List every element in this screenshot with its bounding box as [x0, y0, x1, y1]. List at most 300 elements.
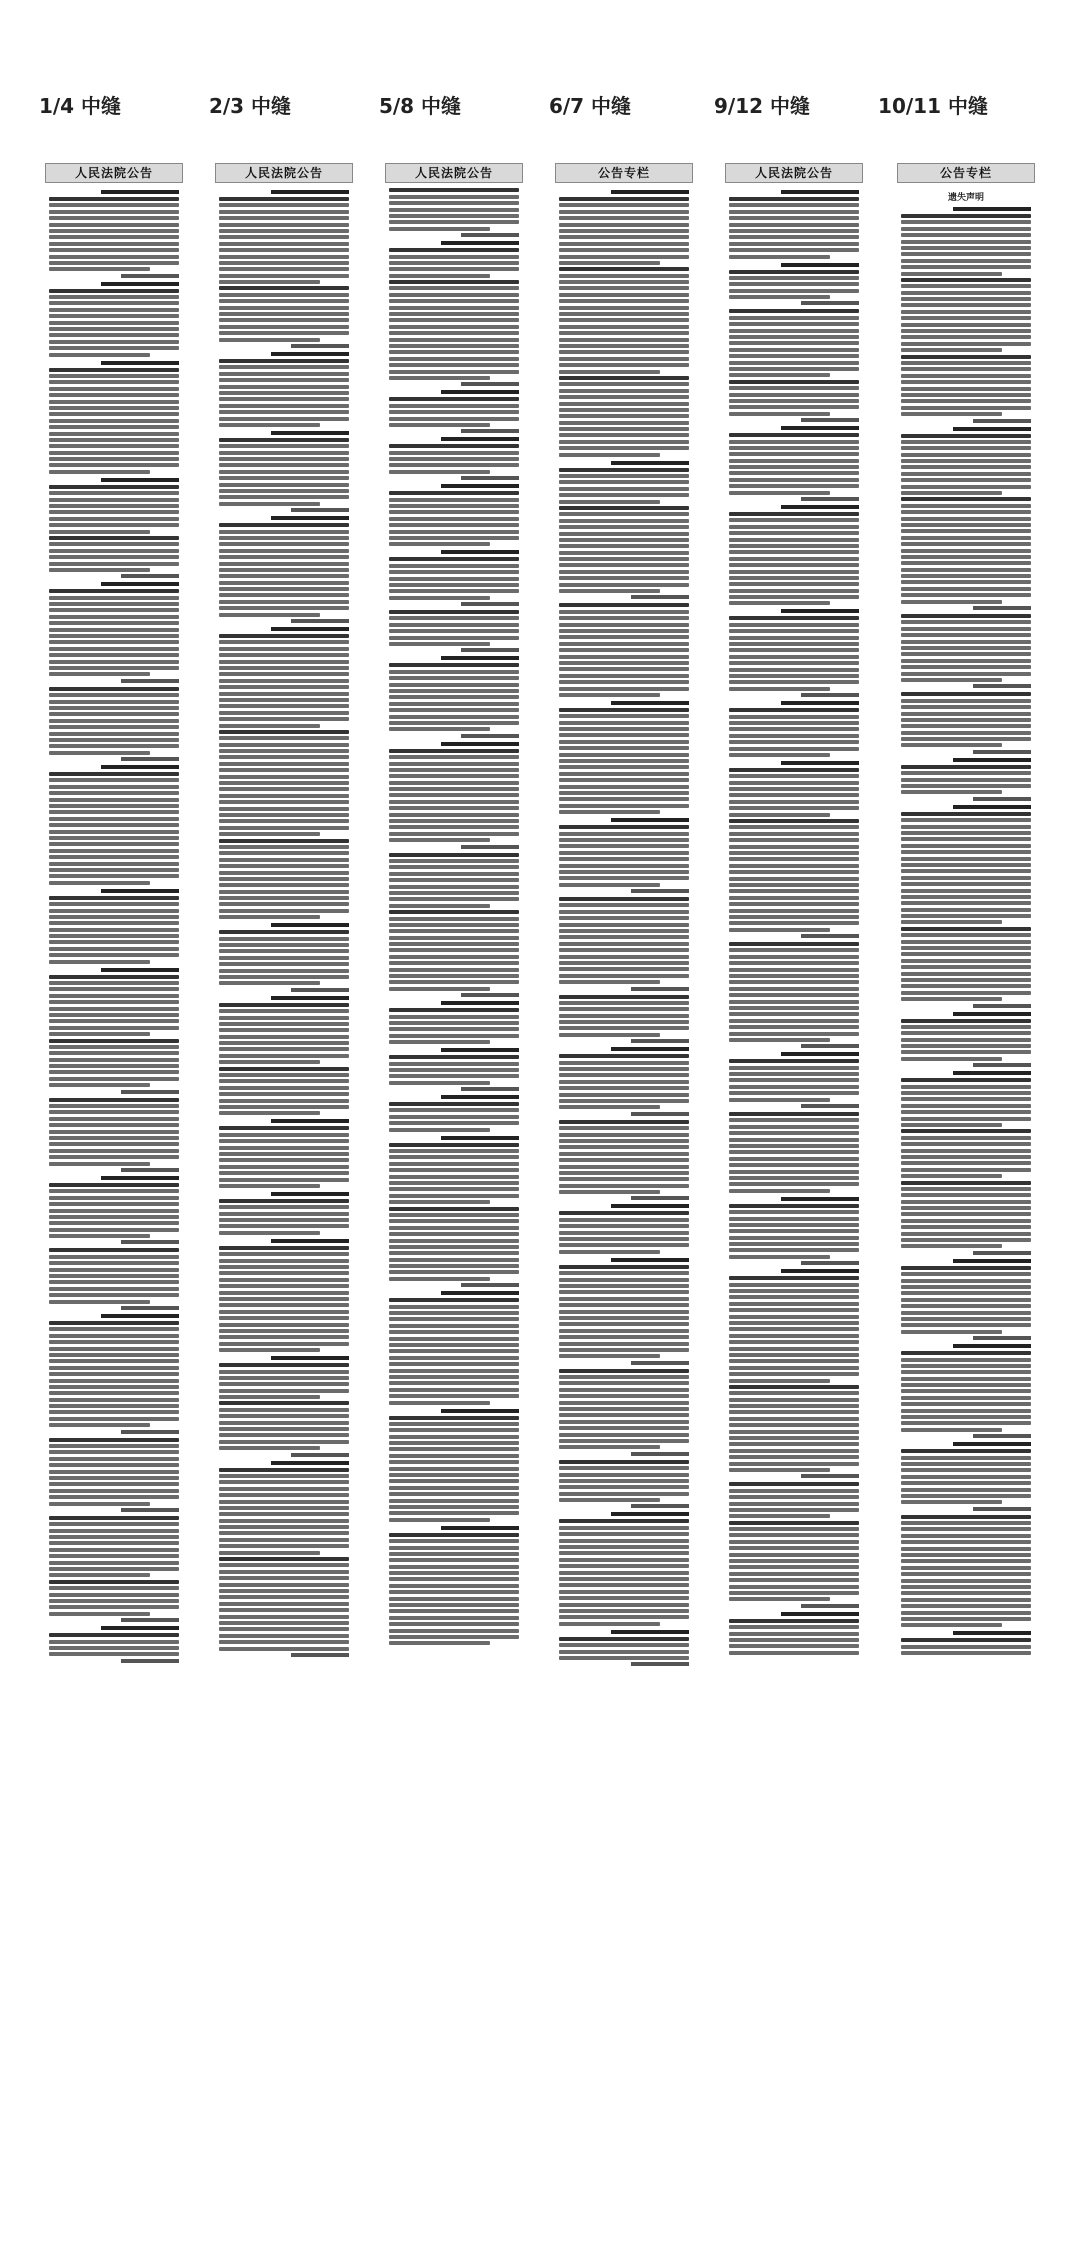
text-line	[49, 1013, 179, 1017]
text-line	[901, 272, 1002, 276]
text-line	[729, 1521, 859, 1525]
text-line	[389, 768, 519, 772]
text-line	[49, 1554, 179, 1558]
text-line	[729, 674, 859, 678]
text-line	[559, 1086, 689, 1090]
text-line	[219, 730, 349, 734]
signature-line	[631, 889, 690, 893]
text-line	[901, 784, 1031, 788]
text-line	[729, 1619, 859, 1623]
court-name-line	[611, 818, 689, 822]
text-line	[901, 316, 1031, 320]
text-line	[49, 242, 179, 246]
text-line	[901, 1323, 1031, 1327]
text-line	[559, 635, 689, 639]
text-line	[219, 1265, 349, 1269]
text-line	[219, 1323, 349, 1327]
text-line	[389, 370, 519, 374]
text-line	[559, 203, 689, 207]
text-line	[729, 1632, 859, 1636]
court-name-line	[441, 484, 519, 488]
text-line	[559, 1394, 689, 1398]
text-line	[901, 329, 1031, 333]
text-line	[559, 1290, 689, 1294]
court-name-line	[953, 1071, 1031, 1075]
text-line	[49, 672, 150, 676]
text-line	[49, 1646, 179, 1650]
text-line	[901, 1219, 1031, 1223]
text-line	[901, 876, 1031, 880]
text-line	[901, 1515, 1031, 1519]
text-line	[49, 1287, 179, 1291]
text-line	[729, 1468, 830, 1472]
text-line	[729, 987, 859, 991]
text-line	[901, 997, 1002, 1001]
text-line	[901, 568, 1031, 572]
text-line	[49, 791, 179, 795]
text-line	[729, 1229, 859, 1233]
text-line	[729, 1489, 859, 1493]
notice-block	[389, 280, 519, 386]
text-line	[389, 825, 519, 829]
text-line	[389, 1454, 519, 1458]
text-line	[219, 1041, 349, 1045]
text-line	[901, 731, 1031, 735]
text-line	[559, 557, 689, 561]
text-line	[389, 1609, 519, 1613]
court-name-line	[781, 505, 859, 509]
court-name-line	[953, 207, 1031, 211]
text-line	[559, 1348, 689, 1352]
text-line	[901, 1317, 1031, 1321]
text-line	[49, 1502, 150, 1506]
text-line	[901, 965, 1031, 969]
text-line	[49, 504, 179, 508]
text-line	[901, 946, 1031, 950]
text-line	[49, 1110, 179, 1114]
column-header: 人民法院公告	[725, 163, 863, 183]
text-line	[219, 832, 320, 836]
text-line	[49, 498, 179, 502]
text-line	[49, 1104, 179, 1108]
text-line	[901, 465, 1031, 469]
text-line	[219, 397, 349, 401]
court-name-line	[953, 1344, 1031, 1348]
text-line	[559, 1271, 689, 1275]
text-line	[729, 623, 859, 627]
text-line	[559, 1564, 689, 1568]
text-line	[559, 870, 689, 874]
text-line	[49, 491, 179, 495]
text-line	[729, 968, 859, 972]
text-line	[219, 717, 349, 721]
text-line	[729, 1217, 859, 1221]
text-line	[729, 747, 859, 751]
text-line	[389, 891, 519, 895]
text-line	[49, 223, 179, 227]
text-line	[219, 1171, 349, 1175]
text-line	[49, 1032, 150, 1036]
text-line	[49, 1548, 179, 1552]
text-line	[559, 727, 689, 731]
text-line	[219, 1427, 349, 1431]
notice-block	[729, 1269, 859, 1382]
text-line	[559, 544, 689, 548]
text-line	[729, 1098, 830, 1102]
notice-block	[389, 742, 519, 849]
court-name-line	[781, 426, 859, 430]
text-line	[389, 1590, 519, 1594]
text-line	[219, 634, 349, 638]
text-line	[729, 721, 859, 725]
notice-block	[559, 995, 689, 1044]
text-line	[901, 348, 1002, 352]
text-line	[219, 1627, 349, 1631]
text-line	[901, 1421, 1031, 1425]
text-line	[559, 1139, 689, 1143]
text-line	[901, 504, 1031, 508]
text-line	[389, 1356, 519, 1360]
text-line	[49, 444, 179, 448]
text-line	[49, 235, 179, 239]
text-line	[219, 1640, 349, 1644]
text-line	[219, 909, 349, 913]
text-line	[729, 1559, 859, 1563]
text-line	[901, 1097, 1031, 1101]
text-line	[729, 1248, 859, 1252]
text-line	[389, 1635, 519, 1639]
court-name-line	[611, 1512, 689, 1516]
text-line	[729, 223, 859, 227]
text-line	[559, 538, 689, 542]
text-line	[901, 1193, 1031, 1197]
text-line	[729, 1527, 859, 1531]
text-line	[49, 804, 179, 808]
text-line	[729, 478, 859, 482]
text-line	[559, 1413, 689, 1417]
text-line	[901, 1212, 1031, 1216]
text-line	[49, 589, 179, 593]
text-line	[219, 902, 349, 906]
text-line	[729, 1340, 859, 1344]
column-text	[897, 183, 1035, 2234]
text-line	[389, 961, 519, 965]
text-line	[389, 1486, 519, 1490]
text-line	[729, 399, 859, 403]
signature-line	[973, 1507, 1032, 1511]
text-line	[49, 1064, 179, 1068]
text-line	[389, 813, 519, 817]
text-line	[219, 1589, 349, 1593]
notice-block	[389, 1048, 519, 1091]
text-line	[729, 1170, 859, 1174]
text-line	[389, 1298, 519, 1302]
text-line	[729, 768, 859, 772]
text-line	[389, 1629, 519, 1633]
text-line	[219, 1165, 349, 1169]
text-line	[729, 1372, 859, 1376]
text-line	[389, 227, 490, 231]
text-line	[49, 1077, 179, 1081]
text-line	[219, 438, 349, 442]
text-line	[389, 491, 519, 495]
notice-block	[559, 1204, 689, 1253]
text-line	[901, 869, 1031, 873]
signature-line	[973, 750, 1032, 754]
text-line	[49, 896, 179, 900]
text-line	[389, 1375, 519, 1379]
text-line	[219, 749, 349, 753]
text-line	[219, 203, 349, 207]
text-line	[49, 261, 179, 265]
text-line	[219, 768, 349, 772]
text-line	[219, 293, 349, 297]
text-line	[389, 1511, 519, 1515]
text-line	[219, 1252, 349, 1256]
text-line	[729, 1125, 859, 1129]
text-line	[729, 471, 859, 475]
text-line	[219, 1446, 320, 1450]
text-line	[729, 636, 859, 640]
signature-line	[291, 1453, 350, 1457]
text-line	[389, 1394, 519, 1398]
text-line	[559, 1466, 689, 1470]
text-line	[901, 1078, 1031, 1082]
text-line	[901, 220, 1031, 224]
text-line	[559, 1177, 689, 1181]
text-line	[49, 425, 179, 429]
text-line	[389, 1343, 519, 1347]
text-line	[901, 882, 1031, 886]
text-line	[729, 1553, 859, 1557]
signature-line	[121, 1240, 180, 1244]
text-line	[901, 1488, 1031, 1492]
text-line	[219, 255, 349, 259]
text-line	[389, 286, 519, 290]
text-line	[901, 692, 1031, 696]
text-line	[559, 1316, 689, 1320]
text-line	[49, 1098, 179, 1102]
text-line	[389, 904, 490, 908]
notice-block	[219, 516, 349, 623]
text-line	[389, 1232, 519, 1236]
text-line	[219, 1086, 349, 1090]
signature-line	[973, 1063, 1032, 1067]
text-line	[729, 563, 859, 567]
text-line	[219, 286, 349, 290]
text-line	[559, 1498, 660, 1502]
text-line	[219, 470, 349, 474]
text-line	[219, 378, 349, 382]
text-line	[49, 451, 179, 455]
text-line	[729, 753, 830, 757]
text-line	[901, 1377, 1031, 1381]
text-line	[49, 621, 179, 625]
text-line	[389, 1258, 519, 1262]
text-line	[389, 749, 519, 753]
text-line	[219, 762, 349, 766]
text-line	[219, 949, 349, 953]
text-line	[729, 1644, 859, 1648]
text-line	[219, 391, 349, 395]
text-line	[559, 674, 689, 678]
text-line	[901, 933, 1031, 937]
text-line	[219, 890, 349, 894]
text-line	[219, 975, 349, 979]
signature-line	[801, 1474, 860, 1478]
text-line	[559, 655, 689, 659]
text-line	[219, 1111, 320, 1115]
text-line	[219, 210, 349, 214]
text-line	[559, 1224, 689, 1228]
text-line	[49, 798, 179, 802]
text-line	[219, 896, 349, 900]
text-line	[559, 389, 689, 393]
text-line	[901, 1364, 1031, 1368]
text-line	[901, 1244, 1002, 1248]
text-line	[219, 555, 349, 559]
text-line	[729, 877, 859, 881]
text-line	[219, 787, 349, 791]
text-line	[49, 666, 179, 670]
text-line	[389, 280, 519, 284]
notice-block	[901, 1631, 1031, 1655]
text-line	[389, 523, 519, 527]
text-line	[219, 1224, 349, 1228]
text-line	[389, 1245, 519, 1249]
text-line	[729, 354, 859, 358]
text-line	[219, 877, 349, 881]
text-line	[49, 314, 179, 318]
notice-block	[49, 361, 179, 474]
text-line	[729, 203, 859, 207]
text-line	[219, 679, 349, 683]
notice-block	[49, 1626, 179, 1663]
text-line	[729, 1572, 859, 1576]
text-line	[901, 927, 1031, 931]
text-line	[559, 980, 660, 984]
text-line	[389, 1337, 519, 1341]
text-line	[901, 297, 1031, 301]
text-line	[559, 1001, 689, 1005]
text-line	[49, 1391, 179, 1395]
text-line	[389, 306, 519, 310]
text-line	[729, 1391, 859, 1395]
text-line	[49, 470, 150, 474]
notice-column-2	[215, 163, 353, 2234]
text-line	[901, 614, 1031, 618]
text-line	[559, 229, 689, 233]
text-line	[559, 1590, 689, 1594]
text-line	[729, 661, 859, 665]
text-line	[389, 542, 490, 546]
court-name-line	[781, 190, 859, 194]
text-line	[559, 603, 689, 607]
text-line	[559, 350, 689, 354]
text-line	[49, 1083, 150, 1087]
text-line	[219, 1099, 349, 1103]
fold-label-2: 2/3 中缝	[208, 94, 292, 118]
court-name-line	[101, 190, 179, 194]
text-line	[729, 1449, 859, 1453]
text-line	[559, 1099, 689, 1103]
text-line	[729, 380, 859, 384]
signature-line	[121, 757, 180, 761]
signature-line	[291, 344, 350, 348]
text-line	[901, 1142, 1031, 1146]
text-line	[49, 438, 179, 442]
text-line	[389, 859, 519, 863]
text-line	[389, 255, 519, 259]
text-line	[389, 1428, 519, 1432]
text-line	[389, 1219, 519, 1223]
text-line	[389, 715, 519, 719]
text-line	[49, 1482, 179, 1486]
text-line	[49, 1470, 179, 1474]
text-line	[219, 1376, 349, 1380]
text-line	[559, 589, 660, 593]
text-line	[389, 1317, 519, 1321]
text-line	[559, 935, 689, 939]
text-line	[559, 1080, 689, 1084]
text-line	[219, 647, 349, 651]
text-line	[559, 721, 689, 725]
text-line	[49, 634, 179, 638]
text-line	[49, 255, 179, 259]
text-line	[219, 1382, 349, 1386]
text-line	[559, 1519, 689, 1523]
text-line	[389, 853, 519, 857]
text-line	[219, 864, 349, 868]
text-line	[901, 1129, 1031, 1133]
text-line	[219, 476, 349, 480]
text-line	[389, 1155, 519, 1159]
text-line	[901, 771, 1031, 775]
text-line	[49, 1404, 179, 1408]
text-line	[901, 593, 1031, 597]
text-line	[219, 587, 349, 591]
text-line	[389, 498, 519, 502]
text-line	[901, 434, 1031, 438]
text-line	[49, 628, 179, 632]
signature-line	[291, 1653, 350, 1657]
text-line	[49, 1476, 179, 1480]
text-line	[559, 1650, 689, 1654]
text-line	[729, 1423, 859, 1427]
text-line	[49, 960, 150, 964]
text-line	[49, 210, 179, 214]
text-line	[49, 934, 179, 938]
court-name-line	[611, 461, 689, 465]
text-line	[49, 1000, 179, 1004]
text-line	[389, 577, 519, 581]
text-line	[49, 1261, 179, 1265]
court-name-line	[271, 1356, 349, 1360]
text-line	[559, 414, 689, 418]
text-line	[219, 666, 349, 670]
text-line	[389, 832, 519, 836]
text-line	[219, 1538, 349, 1542]
signature-line	[461, 993, 520, 997]
notice-block	[49, 478, 179, 534]
notice-block	[901, 1442, 1031, 1511]
text-line	[729, 538, 859, 542]
text-line	[389, 201, 519, 205]
column-header: 人民法院公告	[215, 163, 353, 183]
text-line	[219, 483, 349, 487]
text-line	[49, 1300, 150, 1304]
text-line	[901, 214, 1031, 218]
